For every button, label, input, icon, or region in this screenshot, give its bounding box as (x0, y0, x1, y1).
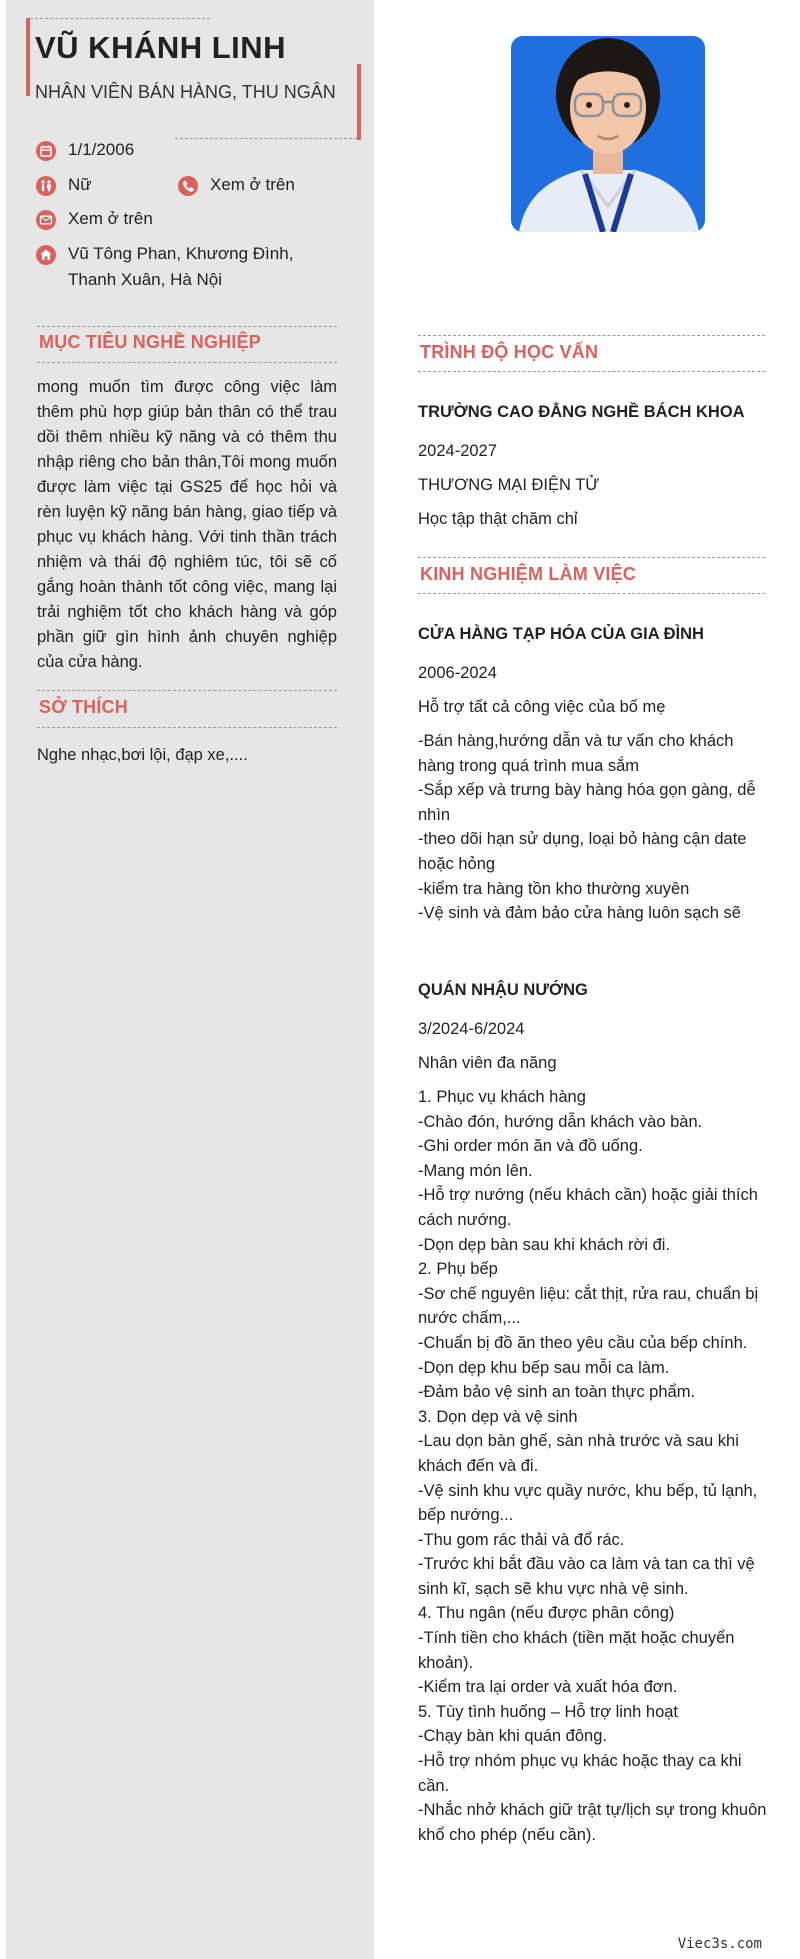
address-row (36, 244, 298, 293)
gender-value: Nữ (68, 175, 92, 194)
phone-icon (178, 176, 198, 196)
divider (37, 690, 337, 691)
job-position: Hỗ trợ tất cả công việc của bố mẹ (418, 698, 666, 716)
divider (418, 371, 765, 372)
birthday-row (36, 140, 134, 163)
job-period: 2006-2024 (418, 664, 497, 682)
profile-photo (511, 36, 705, 232)
email-row (36, 209, 153, 232)
divider (37, 727, 337, 728)
birthday-value: 1/1/2006 (68, 140, 135, 159)
candidate-name: VŨ KHÁNH LINH (35, 30, 287, 65)
accent-bar (26, 18, 30, 96)
job-description: -Bán hàng,hướng dẫn và tư vấn cho khách hàng trong quá trình mua sắm -Sắp xếp và trưng bày hàng hóa gọn gàng, dễ nhìn -theo dõi hạn sử dụng, loại bỏ hàng cận date hoặc hỏng -kiểm tra hàng tồn kho thường xuyên -Vệ sinh và đảm bảo cửa hàng luôn sạch sẽ (418, 732, 756, 923)
gender-row (36, 175, 92, 198)
job-position: Nhân viên đa năng (418, 1054, 557, 1072)
divider (30, 18, 210, 19)
job-company: QUÁN NHẬU NƯỚNG (418, 981, 588, 999)
accent-bar (357, 64, 361, 140)
divider (418, 557, 765, 558)
hobbies-title: SỞ THÍCH (39, 697, 128, 717)
divider (418, 593, 765, 594)
calendar-icon (36, 141, 56, 161)
sidebar (6, 0, 374, 1959)
job-period: 3/2024-6/2024 (418, 1020, 525, 1038)
hobbies-text: Nghe nhạc,bơi lội, đạp xe,.... (37, 746, 248, 764)
objective-text: mong muốn tìm được công việc làm thêm phù hợp giúp bản thân có thể trau dồi thêm nhiều kỹ năng và có thêm thu nhập riêng cho bản thân,Tôi mong muốn được làm việc tại GS25 để học hỏi và rèn luyện kỹ năng bán hàng, giao tiếp và phục vụ khách hàng. Với tinh thần trách nhiệm và thái độ nghiêm túc, tôi sẽ cố gắng hoàn thành tốt công việc, mang lại trải nghiệm tốt cho khách hàng và góp phần giữ gìn hình ảnh chuyên nghiệp của cửa hàng. (37, 378, 337, 671)
education-note: Học tập thật chăm chỉ (418, 510, 578, 528)
email-value: Xem ở trên (68, 209, 153, 228)
gender-icon (36, 176, 56, 196)
divider (418, 335, 765, 336)
job-description: 1. Phục vụ khách hàng -Chào đón, hướng dẫn khách vào bàn. -Ghi order món ăn và đồ uống. -Mang món lên. -Hỗ trợ nướng (nếu khách cần) hoặc giải thích cách nướng. -Dọn dẹp bàn sau khi khách rời đi. 2. Phụ bếp -Sơ chế nguyên liệu: cắt thịt, rửa rau, chuẩn bị nước chấm,... -Chuẩn bị đồ ăn theo yêu cầu của bếp chính. -Dọn dẹp khu bếp sau mỗi ca làm. -Đảm bảo vệ sinh an toàn thực phẩm. 3. Dọn dẹp và vệ sinh -Lau dọn bàn ghế, sàn nhà trước và sau khi khách đến và đi. -Vệ sinh khu vực quầy nước, khu bếp, tủ lạnh, bếp nướng... -Thu gom rác thải và đổ rác. -Trước khi bắt đầu vào ca làm và tan ca thì vệ sinh kĩ, sạch sẽ khu vực nhà vệ sinh. 4. Thu ngân (nếu được phân công) -Tính tiền cho khách (tiền mặt hoặc chuyển khoản). -Kiểm tra lại order và xuất hóa đơn. 5. Tùy tình huống – Hỗ trợ linh hoạt -Chạy bàn khi quán đông. -Hỗ trợ nhóm phục vụ khác hoặc thay ca khi cần. -Nhắc nhở khách giữ trật tự/lịch sự trong khuôn khổ cho phép (nếu cần). (418, 1088, 767, 1844)
divider (37, 362, 337, 363)
candidate-role: NHÂN VIÊN BÁN HÀNG, THU NGÂN (35, 82, 336, 102)
address-value: Vũ Tông Phan, Khương Đình, Thanh Xuân, Hà Nội (68, 244, 294, 289)
education-period: 2024-2027 (418, 442, 497, 460)
job-company: CỬA HÀNG TẠP HÓA CỦA GIA ĐÌNH (418, 625, 704, 643)
school-name: TRƯỜNG CAO ĐẲNG NGHỀ BÁCH KHOA (418, 403, 745, 421)
phone-row (178, 175, 295, 198)
objective-title: MỤC TIÊU NGHỀ NGHIỆP (39, 332, 262, 352)
divider (175, 138, 357, 139)
experience-title: KINH NGHIỆM LÀM VIỆC (420, 564, 637, 584)
education-major: THƯƠNG MẠI ĐIỆN TỬ (418, 476, 600, 494)
home-icon (36, 245, 56, 265)
portrait-image (511, 36, 705, 232)
footer-brand[interactable]: Viec3s.com (677, 1936, 762, 1952)
education-title: TRÌNH ĐỘ HỌC VẤN (420, 342, 599, 362)
divider (37, 326, 337, 327)
phone-value: Xem ở trên (210, 175, 295, 194)
mail-icon (36, 210, 56, 230)
